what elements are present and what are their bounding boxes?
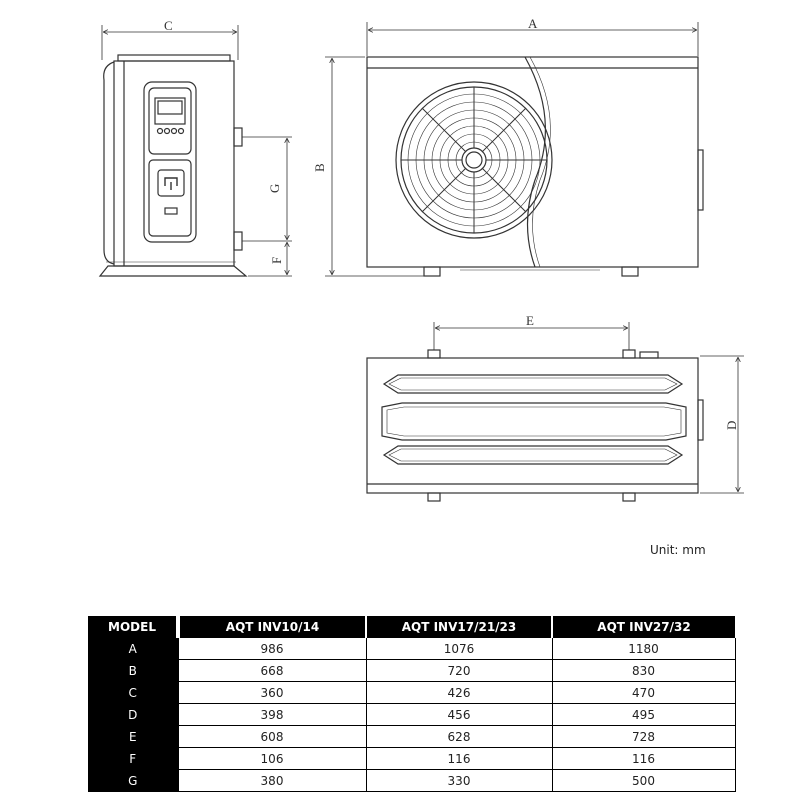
dim-label-d: D — [724, 420, 739, 430]
table-cell: 1180 — [552, 638, 735, 660]
table-row — [88, 638, 735, 660]
table-header-row — [88, 616, 735, 638]
table-cell: 608 — [178, 726, 366, 748]
row-label: A — [88, 638, 178, 660]
table-cell: 106 — [178, 748, 366, 770]
row-label: E — [88, 726, 178, 748]
row-label: D — [88, 704, 178, 726]
table-cell: 116 — [366, 748, 552, 770]
table-header-col: AQT INV10/14 — [178, 616, 366, 638]
dim-label-a: A — [528, 16, 538, 31]
table-row — [88, 704, 735, 726]
table-cell: 456 — [366, 704, 552, 726]
dim-label-f: F — [269, 256, 284, 264]
table-row — [88, 770, 735, 792]
side-view — [100, 18, 292, 276]
table-cell: 470 — [552, 682, 735, 704]
table-cell: 1076 — [366, 638, 552, 660]
table-cell: 986 — [178, 638, 366, 660]
table-cell: 380 — [178, 770, 366, 792]
table-row — [88, 748, 735, 770]
row-label: B — [88, 660, 178, 682]
dim-label-g: G — [267, 183, 282, 193]
table-cell: 720 — [366, 660, 552, 682]
dimensions-table — [88, 616, 736, 792]
table-header-col: AQT INV17/21/23 — [366, 616, 552, 638]
top-view — [367, 322, 744, 501]
table-cell: 330 — [366, 770, 552, 792]
table-cell: 495 — [552, 704, 735, 726]
front-view — [325, 22, 703, 276]
table-cell: 426 — [366, 682, 552, 704]
table-header-col: AQT INV27/32 — [552, 616, 735, 638]
table-cell: 830 — [552, 660, 735, 682]
row-label: C — [88, 682, 178, 704]
table-cell: 398 — [178, 704, 366, 726]
table-cell: 116 — [552, 748, 735, 770]
table-row — [88, 726, 735, 748]
row-label: F — [88, 748, 178, 770]
table-cell: 500 — [552, 770, 735, 792]
table-cell: 628 — [366, 726, 552, 748]
row-label: G — [88, 770, 178, 792]
unit-note: Unit: mm — [650, 543, 706, 557]
table-row — [88, 660, 735, 682]
table-row — [88, 682, 735, 704]
dim-label-e: E — [526, 313, 534, 328]
dim-label-c: C — [164, 18, 173, 33]
table-cell: 668 — [178, 660, 366, 682]
table-header-model: MODEL — [88, 616, 178, 638]
table-cell: 728 — [552, 726, 735, 748]
table-cell: 360 — [178, 682, 366, 704]
dim-label-b: B — [312, 163, 327, 172]
